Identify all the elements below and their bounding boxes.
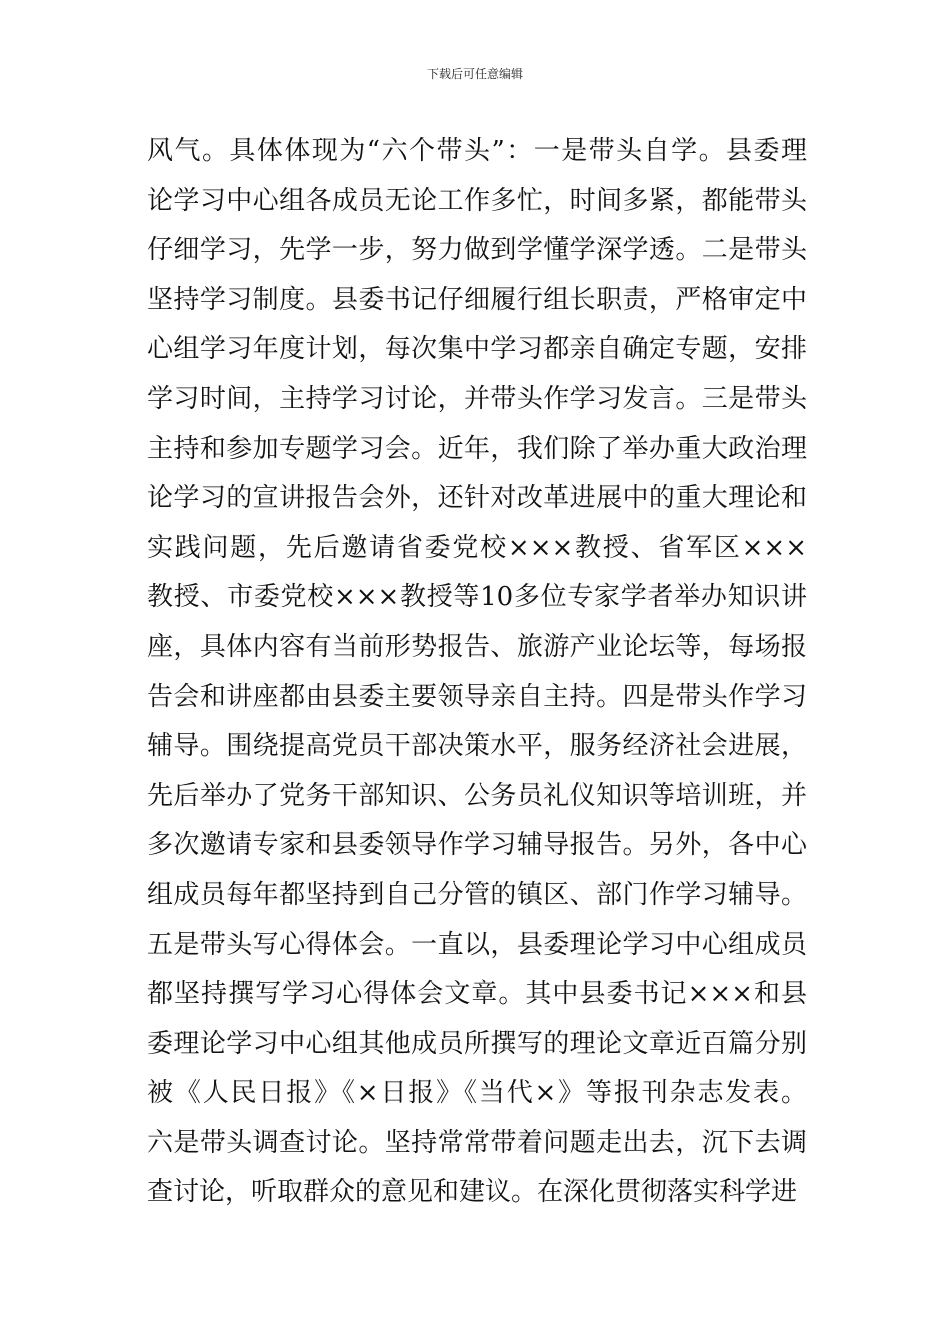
text-line: 组成员每年都坚持到自己分管的镇区、部门作学习辅导。: [147, 879, 807, 910]
text-line: 实践问题，先后邀请省委党校×××教授、省军区×××: [147, 532, 807, 563]
text-line: 委理论学习中心组其他成员所撰写的理论文章近百篇分别: [147, 1028, 807, 1059]
text-line: 座，具体内容有当前形势报告、旅游产业论坛等，每场报: [147, 631, 807, 662]
text-line: 仔细学习，先学一步，努力做到学懂学深学透。二是带头: [147, 235, 807, 266]
text-line: 被《人民日报》《×日报》《当代×》等报刊杂志发表。: [147, 1078, 807, 1109]
page-header-note: 下载后可任意编辑: [426, 67, 523, 81]
text-line: 先后举办了党务干部知识、公务员礼仪知识等培训班，并: [147, 780, 807, 811]
text-line: 辅导。围绕提高党员干部决策水平，服务经济社会进展，: [147, 731, 807, 762]
text-line: 坚持学习制度。县委书记仔细履行组长职责，严格审定中: [147, 284, 807, 315]
text-line: 查讨论，听取群众的意见和建议。在深化贯彻落实科学进: [147, 1177, 798, 1208]
body-text: [147, 127, 807, 1218]
text-line: 论学习中心组各成员无论工作多忙，时间多紧，都能带头: [147, 185, 807, 216]
text-line: 论学习的宣讲报告会外，还针对改革进展中的重大理论和: [147, 483, 807, 514]
text-line: 告会和讲座都由县委主要领导亲自主持。四是带头作学习: [147, 681, 807, 712]
text-line: 教授、市委党校×××教授等10多位专家学者举办知识讲: [147, 582, 807, 613]
text-line: 都坚持撰写学习心得体会文章。其中县委书记×××和县: [147, 979, 807, 1010]
text-line: 五是带头写心得体会。一直以，县委理论学习中心组成员: [147, 929, 807, 960]
text-line: 心组学习年度计划，每次集中学习都亲自确定专题，安排: [147, 334, 807, 365]
text-line: 学习时间，主持学习讨论，并带头作学习发言。三是带头: [147, 383, 807, 414]
text-line: 主持和参加专题学习会。近年，我们除了举办重大政治理: [147, 433, 807, 464]
text-line: 六是带头调查讨论。坚持常常带着问题走出去，沉下去调: [147, 1127, 807, 1158]
text-line: 风气。具体体现为“六个带头”：一是带头自学。县委理: [147, 136, 807, 166]
text-line: 多次邀请专家和县委领导作学习辅导报告。另外，各中心: [147, 830, 807, 861]
